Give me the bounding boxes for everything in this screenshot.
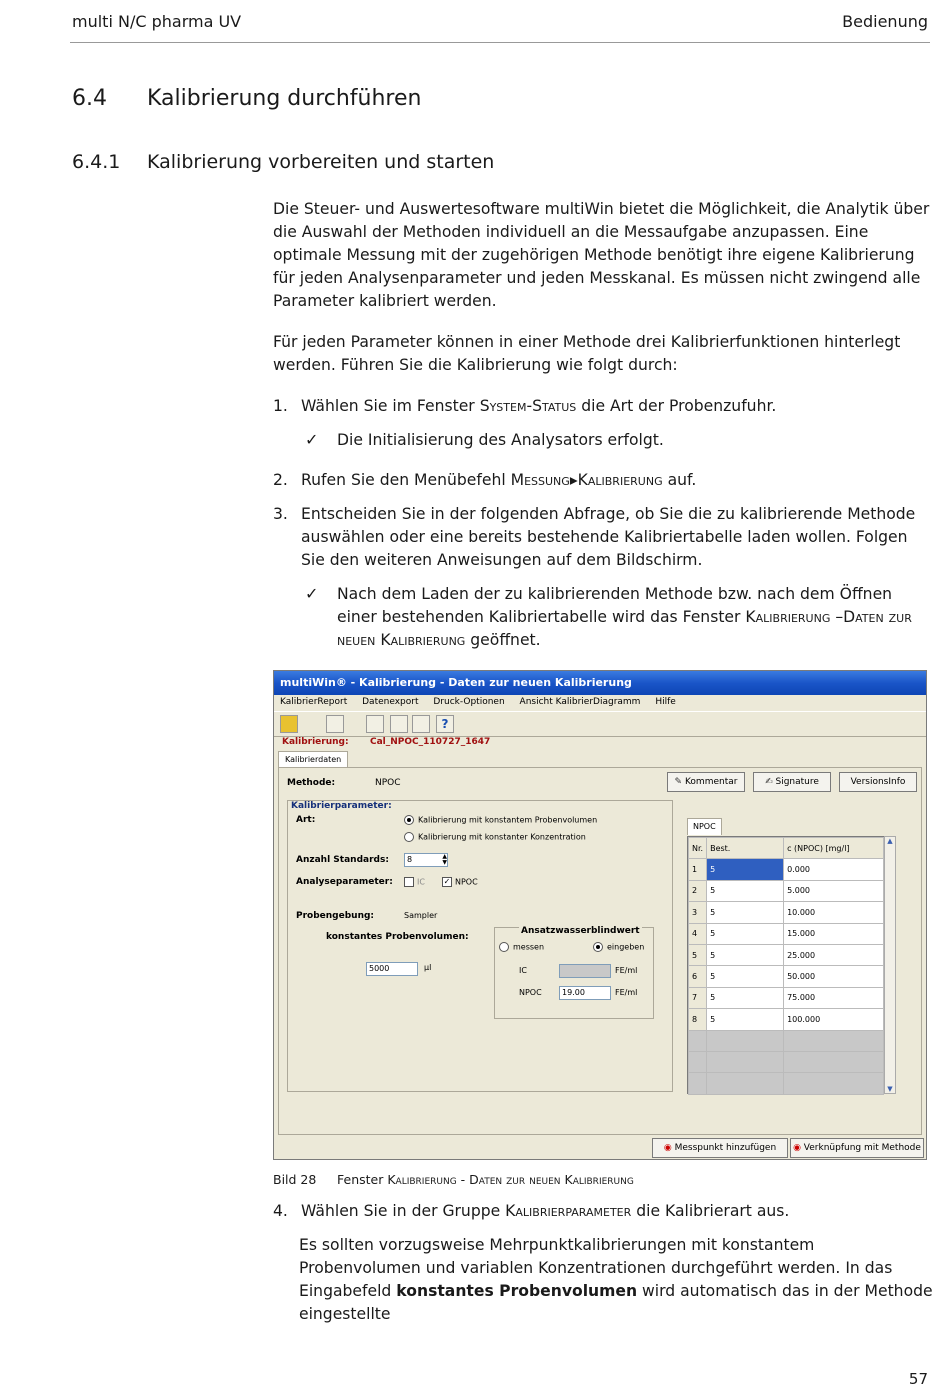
menu-hilfe[interactable]: Hilfe	[655, 697, 676, 707]
versionsinfo-button[interactable]: VersionsInfo	[839, 772, 917, 792]
table-row[interactable]: 5 5 25.000	[689, 944, 884, 965]
calibration-table	[687, 836, 885, 1094]
print-preview-icon[interactable]	[412, 715, 430, 733]
menu-datenexport[interactable]: Datenexport	[362, 697, 419, 707]
column-header: Best.	[707, 838, 784, 859]
save-icon[interactable]	[366, 715, 384, 733]
check-icon: ✓	[305, 430, 319, 449]
intro-paragraph: Die Steuer- und Auswertesoftware multiWin bietet die Möglichkeit, die Analytik über die Auswahl der Methoden individuell an die Messaufgabe anzupassen. Eine optimale Messung mit der zugehörigen Methode benötigt ihre eigene Kalibrierung für jeden Analysenparameter und jeden Messkanal. Es müssen nicht zwingend alle Parameter kalibriert werden.	[273, 200, 930, 310]
group-title: Kalibrierparameter:	[291, 801, 392, 811]
menu-bar	[274, 695, 926, 710]
print-icon[interactable]	[390, 715, 408, 733]
npoc-blind-input[interactable]: 19.00	[559, 986, 611, 1000]
npoc-checkbox[interactable]: ✓ NPOC	[443, 877, 478, 887]
messpunkt-hinzufuegen-button[interactable]: ◉ Messpunkt hinzufügen	[652, 1138, 788, 1158]
section-number: 6.4	[72, 86, 107, 111]
table-row-empty	[689, 1030, 884, 1051]
table-row[interactable]: 1 5 0.000	[689, 859, 884, 880]
figure-number: Bild 28	[273, 1172, 317, 1187]
checkbox-icon	[404, 877, 414, 887]
step-number: 1.	[273, 397, 288, 415]
probengebung-label: Probengebung:	[296, 911, 375, 921]
step-number: 4.	[273, 1202, 288, 1220]
ic-unit: FE/ml	[615, 966, 638, 975]
running-header-left: multi N/C pharma UV	[72, 12, 242, 31]
add-point-icon: ◉	[663, 1143, 672, 1153]
subsection-number: 6.4.1	[72, 151, 121, 173]
step-text: Rufen Sie den Menübefehl Messung▸Kalibrierung auf.	[301, 471, 697, 489]
menu-kalibrierreport[interactable]: KalibrierReport	[280, 697, 348, 707]
konstantes-probenvolumen-label: konstantes Probenvolumen:	[326, 932, 469, 942]
checkmark-icon: ✓	[443, 877, 451, 886]
messen-radio[interactable]: messen	[499, 942, 544, 952]
menu-druck-optionen[interactable]: Druck-Optionen	[433, 697, 505, 707]
step-number: 3.	[273, 505, 288, 523]
check-icon: ✓	[305, 584, 319, 603]
kommentar-button[interactable]: ✎ Kommentar	[667, 772, 745, 792]
art-option-constant-volume[interactable]: Kalibrierung mit konstantem Probenvolumen	[404, 815, 597, 825]
methode-label: Methode:	[287, 778, 336, 788]
npoc-unit: FE/ml	[615, 988, 638, 997]
ic-checkbox[interactable]: IC	[404, 877, 425, 887]
column-header: Nr.	[689, 838, 707, 859]
table-row-empty	[689, 1051, 884, 1072]
scroll-up-icon: ▲	[887, 837, 893, 845]
window-title: multiWin® - Kalibrierung - Daten zur neuen Kalibrierung	[274, 671, 926, 695]
calibration-data-panel	[278, 767, 922, 1135]
anzahl-standards-spinner[interactable]: 8 ▲ ▼	[404, 853, 448, 867]
table-row-empty	[689, 1073, 884, 1094]
volume-unit: µl	[424, 963, 432, 972]
art-label: Art:	[296, 815, 316, 825]
menu-ansicht-diagramm[interactable]: Ansicht KalibrierDiagramm	[519, 697, 641, 707]
calibration-name: Cal_NPOC_110727_1647	[370, 737, 491, 747]
probenvolumen-input[interactable]: 5000	[366, 962, 418, 976]
analyseparameter-label: Analyseparameter:	[296, 877, 393, 887]
explanation-paragraph: Es sollten vorzugsweise Mehrpunktkalibrierungen mit konstantem Probenvolumen und variablen Konzentrationen durchgeführt werden. In das Eingabefeld konstantes Probenvolumen wird automatisch das in der Methode eingestellte	[299, 1236, 933, 1323]
methode-value: NPOC	[375, 778, 401, 788]
table-row[interactable]: 7 5 75.000	[689, 987, 884, 1008]
calibration-functions-paragraph: Für jeden Parameter können in einer Methode drei Kalibrierfunktionen hinterlegt werden. Führen Sie die Kalibrierung wie folgt durch:	[273, 333, 901, 374]
ic-blind-input	[559, 964, 611, 978]
table-row[interactable]: 8 5 100.000	[689, 1009, 884, 1030]
table-row[interactable]: 6 5 50.000	[689, 966, 884, 987]
book-icon[interactable]	[280, 715, 298, 733]
anzahl-standards-label: Anzahl Standards:	[296, 855, 389, 865]
figure-caption: Fenster Kalibrierung - Daten zur neuen Kalibrierung	[337, 1172, 634, 1187]
verknuepfung-button[interactable]: ◉ Verknüpfung mit Methode	[790, 1138, 924, 1158]
step-text: Entscheiden Sie in der folgenden Abfrage, ob Sie die zu kalibrierende Methode auswählen oder eine bereits bestehende Kalibriertabelle laden wollen. Folgen Sie den weiteren Anweisungen auf dem Bildschirm.	[301, 505, 916, 569]
scroll-down-icon: ▼	[887, 1085, 893, 1093]
eingeben-radio[interactable]: eingeben	[593, 942, 644, 952]
open-folder-icon[interactable]	[326, 715, 344, 733]
result-text: Nach dem Laden der zu kalibrierenden Methode bzw. nach dem Öffnen einer bestehenden Kalibriertabelle wird das Fenster Kalibrierung –Daten zur neuen Kalibrierung geöffnet.	[337, 585, 912, 649]
table-row[interactable]: 2 5 5.000	[689, 880, 884, 901]
comment-icon: ✎	[674, 777, 683, 787]
table-row[interactable]: 4 5 15.000	[689, 923, 884, 944]
probengebung-value: Sampler	[404, 911, 438, 920]
result-text: Die Initialisierung des Analysators erfolgt.	[337, 431, 664, 449]
toolbar	[274, 711, 926, 737]
tab-kalibrierdaten[interactable]: Kalibrierdaten	[278, 751, 348, 767]
signature-icon: ✍	[765, 777, 773, 787]
help-icon[interactable]: ?	[436, 715, 454, 733]
table-header	[689, 838, 884, 859]
step-number: 2.	[273, 471, 288, 489]
table-row[interactable]: 3 5 10.000	[689, 902, 884, 923]
section-title: Kalibrierung durchführen	[147, 86, 422, 111]
kalibrierparameter-group	[287, 800, 673, 1092]
subsection-title: Kalibrierung vorbereiten und starten	[147, 151, 495, 173]
header-rule	[70, 42, 930, 43]
ansatzwasserblindwert-group	[494, 927, 654, 1019]
step-text: Wählen Sie in der Gruppe Kalibrierparameter die Kalibrierart aus.	[301, 1202, 790, 1220]
running-header-right: Bedienung	[842, 12, 928, 31]
radio-icon	[499, 942, 509, 952]
link-icon: ◉	[793, 1143, 801, 1153]
spinner-arrows-icon: ▲ ▼	[442, 853, 447, 866]
page-number: 57	[908, 1370, 928, 1388]
tab-npoc[interactable]: NPOC	[687, 818, 722, 835]
art-option-constant-concentration[interactable]: Kalibrierung mit konstanter Konzentration	[404, 832, 586, 842]
calibration-label: Kalibrierung:	[282, 737, 349, 747]
column-header: c (NPOC) [mg/l]	[784, 838, 884, 859]
blind-title: Ansatzwasserblindwert	[521, 926, 640, 936]
table-scrollbar[interactable]	[884, 836, 896, 1094]
ic-row-label: IC	[519, 966, 527, 975]
radio-icon	[404, 815, 414, 825]
step-text: Wählen Sie im Fenster System-Status die Art der Probenzufuhr.	[301, 397, 777, 415]
menu-arrow-icon: ▸	[569, 471, 578, 489]
signature-button[interactable]: ✍ Signature	[753, 772, 831, 792]
calibration-window	[273, 670, 927, 1160]
radio-icon	[593, 942, 603, 952]
npoc-row-label: NPOC	[519, 988, 542, 997]
radio-icon	[404, 832, 414, 842]
